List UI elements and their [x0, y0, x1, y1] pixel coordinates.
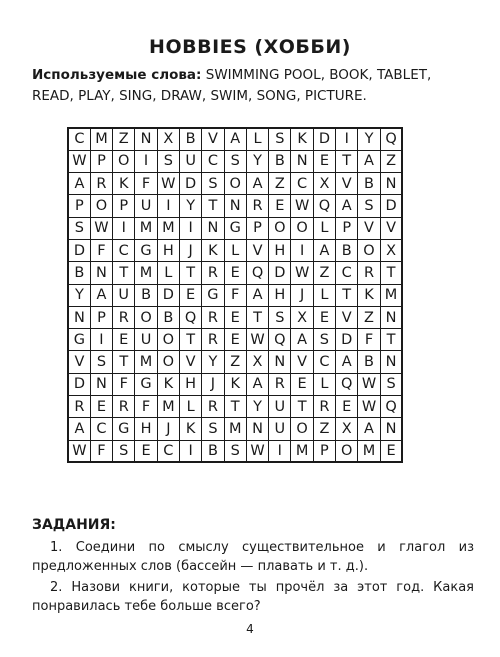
- grid-cell[interactable]: Z: [224, 351, 246, 373]
- grid-cell[interactable]: F: [135, 396, 157, 418]
- grid-cell[interactable]: J: [157, 418, 179, 440]
- grid-cell[interactable]: B: [202, 440, 224, 462]
- grid-cell[interactable]: W: [358, 373, 380, 395]
- grid-cell[interactable]: R: [68, 396, 90, 418]
- grid-cell[interactable]: P: [246, 217, 268, 239]
- grid-row: [68, 150, 402, 172]
- grid-cell[interactable]: G: [135, 373, 157, 395]
- task-2: 2. Назови книги, которые ты прочёл за этот год. Какая понравилась тебе больше всего?: [32, 580, 474, 614]
- grid-cell[interactable]: N: [224, 195, 246, 217]
- grid-cell[interactable]: S: [68, 217, 90, 239]
- grid-cell[interactable]: F: [224, 284, 246, 306]
- grid-cell[interactable]: O: [113, 150, 135, 172]
- grid-cell[interactable]: H: [157, 239, 179, 261]
- grid-cell[interactable]: T: [246, 306, 268, 328]
- grid-cell[interactable]: G: [202, 284, 224, 306]
- used-words-label: Используемые слова:: [32, 67, 202, 83]
- grid-cell[interactable]: P: [313, 440, 335, 462]
- tasks-heading: ЗАДАНИЯ:: [32, 517, 116, 533]
- page-number: 4: [246, 622, 254, 636]
- grid-cell[interactable]: I: [291, 239, 313, 261]
- grid-cell[interactable]: Q: [336, 373, 358, 395]
- grid-cell[interactable]: R: [202, 396, 224, 418]
- grid-cell[interactable]: N: [380, 418, 402, 440]
- grid-cell[interactable]: Z: [113, 128, 135, 150]
- grid-cell[interactable]: W: [157, 173, 179, 195]
- grid-cell[interactable]: T: [113, 262, 135, 284]
- grid-cell[interactable]: T: [202, 195, 224, 217]
- grid-cell[interactable]: K: [291, 128, 313, 150]
- grid-cell[interactable]: K: [202, 239, 224, 261]
- grid-cell[interactable]: B: [358, 173, 380, 195]
- grid-cell[interactable]: A: [313, 239, 335, 261]
- grid-cell[interactable]: A: [68, 418, 90, 440]
- grid-cell[interactable]: R: [113, 306, 135, 328]
- grid-cell[interactable]: C: [157, 440, 179, 462]
- grid-cell[interactable]: L: [313, 373, 335, 395]
- grid-cell[interactable]: Y: [246, 150, 268, 172]
- grid-cell[interactable]: U: [113, 284, 135, 306]
- grid-cell[interactable]: D: [269, 262, 291, 284]
- grid-cell[interactable]: C: [291, 173, 313, 195]
- grid-cell[interactable]: C: [90, 418, 112, 440]
- grid-cell[interactable]: N: [135, 128, 157, 150]
- grid-cell[interactable]: G: [68, 329, 90, 351]
- grid-cell[interactable]: C: [113, 239, 135, 261]
- grid-cell[interactable]: I: [179, 440, 201, 462]
- grid-cell[interactable]: D: [157, 284, 179, 306]
- grid-cell[interactable]: O: [269, 217, 291, 239]
- grid-cell[interactable]: T: [380, 329, 402, 351]
- grid-row: [68, 173, 402, 195]
- grid-cell[interactable]: M: [135, 262, 157, 284]
- grid-cell[interactable]: T: [224, 396, 246, 418]
- grid-cell[interactable]: Q: [269, 329, 291, 351]
- grid-cell[interactable]: I: [269, 440, 291, 462]
- grid-cell[interactable]: M: [291, 440, 313, 462]
- grid-cell[interactable]: Y: [246, 396, 268, 418]
- grid-cell[interactable]: I: [157, 195, 179, 217]
- grid-cell[interactable]: C: [202, 150, 224, 172]
- grid-cell[interactable]: A: [224, 128, 246, 150]
- grid-cell[interactable]: Q: [246, 262, 268, 284]
- grid-cell[interactable]: Z: [313, 262, 335, 284]
- grid-cell[interactable]: W: [246, 329, 268, 351]
- grid-cell[interactable]: F: [135, 173, 157, 195]
- grid-cell[interactable]: A: [336, 195, 358, 217]
- grid-cell[interactable]: E: [380, 440, 402, 462]
- grid-cell[interactable]: D: [179, 173, 201, 195]
- grid-cell[interactable]: M: [358, 440, 380, 462]
- grid-cell[interactable]: P: [336, 217, 358, 239]
- grid-cell[interactable]: E: [313, 150, 335, 172]
- grid-cell[interactable]: B: [135, 284, 157, 306]
- grid-cell[interactable]: L: [313, 217, 335, 239]
- grid-cell[interactable]: Q: [179, 306, 201, 328]
- grid-cell[interactable]: D: [68, 239, 90, 261]
- grid-cell[interactable]: S: [380, 373, 402, 395]
- grid-cell[interactable]: G: [135, 239, 157, 261]
- grid-cell[interactable]: H: [135, 418, 157, 440]
- grid-row: [68, 239, 402, 261]
- grid-cell[interactable]: M: [135, 351, 157, 373]
- grid-cell[interactable]: N: [269, 351, 291, 373]
- grid-cell[interactable]: B: [179, 128, 201, 150]
- grid-cell[interactable]: L: [313, 284, 335, 306]
- grid-cell[interactable]: V: [179, 351, 201, 373]
- grid-cell[interactable]: R: [202, 306, 224, 328]
- grid-cell[interactable]: L: [246, 128, 268, 150]
- grid-cell[interactable]: K: [113, 173, 135, 195]
- page-title: HOBBIES (ХОББИ): [149, 36, 351, 58]
- grid-row: [68, 195, 402, 217]
- grid-cell[interactable]: O: [157, 351, 179, 373]
- grid-cell[interactable]: H: [179, 373, 201, 395]
- grid-cell[interactable]: F: [113, 373, 135, 395]
- grid-cell[interactable]: V: [336, 306, 358, 328]
- grid-cell[interactable]: S: [202, 418, 224, 440]
- grid-cell[interactable]: N: [380, 351, 402, 373]
- grid-cell[interactable]: A: [246, 373, 268, 395]
- grid-cell[interactable]: W: [291, 195, 313, 217]
- grid-cell[interactable]: R: [246, 195, 268, 217]
- grid-cell[interactable]: T: [291, 396, 313, 418]
- grid-cell[interactable]: D: [313, 128, 335, 150]
- grid-cell[interactable]: P: [68, 195, 90, 217]
- grid-cell[interactable]: V: [68, 351, 90, 373]
- grid-cell[interactable]: S: [269, 306, 291, 328]
- grid-cell[interactable]: Z: [358, 306, 380, 328]
- word-search-grid: [67, 127, 403, 463]
- grid-cell[interactable]: U: [269, 396, 291, 418]
- grid-cell[interactable]: O: [157, 329, 179, 351]
- grid-cell[interactable]: E: [179, 284, 201, 306]
- grid-cell[interactable]: S: [269, 128, 291, 150]
- grid-cell[interactable]: T: [380, 262, 402, 284]
- grid-cell[interactable]: Z: [269, 173, 291, 195]
- grid-cell[interactable]: I: [135, 150, 157, 172]
- grid-cell[interactable]: W: [90, 217, 112, 239]
- grid-cell[interactable]: T: [336, 150, 358, 172]
- grid-cell[interactable]: X: [380, 239, 402, 261]
- grid-cell[interactable]: V: [246, 239, 268, 261]
- grid-cell[interactable]: C: [313, 351, 335, 373]
- grid-cell[interactable]: Q: [380, 396, 402, 418]
- grid-cell[interactable]: C: [336, 262, 358, 284]
- grid-cell[interactable]: R: [113, 396, 135, 418]
- grid-cell[interactable]: A: [358, 150, 380, 172]
- grid-cell[interactable]: T: [336, 284, 358, 306]
- grid-cell[interactable]: S: [90, 351, 112, 373]
- grid-cell[interactable]: B: [269, 150, 291, 172]
- grid-cell[interactable]: L: [179, 396, 201, 418]
- grid-cell[interactable]: N: [68, 306, 90, 328]
- grid-cell[interactable]: N: [202, 217, 224, 239]
- grid-cell[interactable]: V: [291, 351, 313, 373]
- grid-cell[interactable]: I: [113, 217, 135, 239]
- grid-cell[interactable]: A: [68, 173, 90, 195]
- grid-cell[interactable]: E: [336, 396, 358, 418]
- grid-cell[interactable]: T: [179, 262, 201, 284]
- grid-cell[interactable]: M: [157, 217, 179, 239]
- grid-row: [68, 262, 402, 284]
- grid-cell[interactable]: A: [246, 173, 268, 195]
- grid-cell[interactable]: S: [113, 440, 135, 462]
- grid-cell[interactable]: P: [90, 306, 112, 328]
- grid-cell[interactable]: O: [135, 306, 157, 328]
- grid-cell[interactable]: Y: [68, 284, 90, 306]
- grid-cell[interactable]: J: [179, 239, 201, 261]
- grid-row: [68, 329, 402, 351]
- grid-cell[interactable]: V: [380, 217, 402, 239]
- grid-cell[interactable]: K: [157, 373, 179, 395]
- grid-cell[interactable]: B: [157, 306, 179, 328]
- grid-cell[interactable]: Y: [202, 351, 224, 373]
- grid-row: [68, 128, 402, 150]
- grid-cell[interactable]: R: [202, 262, 224, 284]
- grid-cell[interactable]: E: [313, 306, 335, 328]
- grid-cell[interactable]: L: [224, 239, 246, 261]
- grid-cell[interactable]: B: [358, 351, 380, 373]
- grid-cell[interactable]: N: [90, 373, 112, 395]
- grid-cell[interactable]: X: [313, 173, 335, 195]
- grid-cell[interactable]: E: [224, 262, 246, 284]
- grid-cell[interactable]: A: [90, 284, 112, 306]
- grid-cell[interactable]: W: [68, 150, 90, 172]
- grid-cell[interactable]: W: [68, 440, 90, 462]
- grid-cell[interactable]: Q: [380, 128, 402, 150]
- grid-cell[interactable]: U: [135, 195, 157, 217]
- grid-cell[interactable]: E: [135, 440, 157, 462]
- grid-cell[interactable]: E: [113, 329, 135, 351]
- grid-cell[interactable]: E: [269, 195, 291, 217]
- grid-cell[interactable]: E: [90, 396, 112, 418]
- grid-cell[interactable]: U: [135, 329, 157, 351]
- grid-cell[interactable]: I: [336, 128, 358, 150]
- grid-cell[interactable]: R: [269, 373, 291, 395]
- grid-cell[interactable]: B: [336, 239, 358, 261]
- grid-cell[interactable]: M: [380, 284, 402, 306]
- grid-cell[interactable]: P: [113, 195, 135, 217]
- grid-cell[interactable]: V: [202, 128, 224, 150]
- grid-row: [68, 440, 402, 462]
- grid-cell[interactable]: E: [224, 329, 246, 351]
- grid-cell[interactable]: X: [157, 128, 179, 150]
- grid-cell[interactable]: N: [246, 418, 268, 440]
- grid-row: [68, 217, 402, 239]
- grid-cell[interactable]: J: [291, 284, 313, 306]
- grid-row: [68, 418, 402, 440]
- grid-cell[interactable]: G: [224, 217, 246, 239]
- grid-cell[interactable]: N: [380, 306, 402, 328]
- grid-cell[interactable]: K: [358, 284, 380, 306]
- grid-cell[interactable]: O: [336, 440, 358, 462]
- grid-cell[interactable]: E: [291, 373, 313, 395]
- grid-cell[interactable]: T: [179, 329, 201, 351]
- grid-cell[interactable]: M: [224, 418, 246, 440]
- grid-cell[interactable]: U: [179, 150, 201, 172]
- grid-cell[interactable]: W: [358, 396, 380, 418]
- grid-cell[interactable]: Q: [313, 195, 335, 217]
- grid-cell[interactable]: X: [291, 306, 313, 328]
- grid-cell[interactable]: V: [336, 173, 358, 195]
- grid-cell[interactable]: N: [291, 150, 313, 172]
- grid-cell[interactable]: S: [313, 329, 335, 351]
- grid-cell[interactable]: K: [224, 373, 246, 395]
- grid-cell[interactable]: I: [179, 217, 201, 239]
- grid-cell[interactable]: H: [269, 284, 291, 306]
- grid-row: [68, 373, 402, 395]
- used-words-list: SWIMMING POOL, BOOK, TABLET, READ, PLAY, SING, DRAW, SWIM, SONG, PICTURE.: [32, 67, 432, 104]
- grid-row: [68, 284, 402, 306]
- grid-cell[interactable]: P: [90, 150, 112, 172]
- grid-row: [68, 396, 402, 418]
- grid-cell[interactable]: N: [380, 173, 402, 195]
- grid-cell[interactable]: R: [90, 173, 112, 195]
- grid-cell[interactable]: K: [179, 418, 201, 440]
- grid-cell[interactable]: S: [157, 150, 179, 172]
- grid-cell[interactable]: F: [90, 239, 112, 261]
- grid-cell[interactable]: A: [358, 418, 380, 440]
- grid-cell[interactable]: O: [224, 173, 246, 195]
- grid-cell[interactable]: A: [291, 329, 313, 351]
- grid-cell[interactable]: M: [90, 128, 112, 150]
- grid-cell[interactable]: R: [358, 262, 380, 284]
- grid-cell[interactable]: X: [336, 418, 358, 440]
- grid-cell[interactable]: L: [157, 262, 179, 284]
- grid-cell[interactable]: S: [358, 195, 380, 217]
- grid-cell[interactable]: Y: [179, 195, 201, 217]
- grid-cell[interactable]: E: [224, 306, 246, 328]
- grid-cell[interactable]: Z: [380, 150, 402, 172]
- grid-cell[interactable]: D: [380, 195, 402, 217]
- grid-cell[interactable]: G: [113, 418, 135, 440]
- grid-cell[interactable]: A: [336, 351, 358, 373]
- task-1: 1. Соедини по смыслу существительное и глагол из предложенных слов (бассейн — плавать и т. д.).: [32, 540, 474, 574]
- used-words: [32, 65, 472, 107]
- grid-cell[interactable]: W: [246, 440, 268, 462]
- grid-cell[interactable]: U: [269, 418, 291, 440]
- grid-cell[interactable]: F: [90, 440, 112, 462]
- grid-cell[interactable]: J: [202, 373, 224, 395]
- grid-cell[interactable]: W: [291, 262, 313, 284]
- grid-cell[interactable]: M: [157, 396, 179, 418]
- grid-cell[interactable]: Z: [313, 418, 335, 440]
- grid-cell[interactable]: S: [224, 440, 246, 462]
- grid-cell[interactable]: R: [202, 329, 224, 351]
- grid-cell[interactable]: O: [291, 217, 313, 239]
- grid-cell[interactable]: O: [291, 418, 313, 440]
- grid-cell[interactable]: B: [68, 262, 90, 284]
- grid-cell[interactable]: D: [68, 373, 90, 395]
- grid-cell[interactable]: V: [358, 217, 380, 239]
- grid-cell[interactable]: H: [269, 239, 291, 261]
- grid-row: [68, 351, 402, 373]
- grid-cell[interactable]: N: [90, 262, 112, 284]
- grid-cell[interactable]: O: [358, 239, 380, 261]
- grid-cell[interactable]: S: [202, 173, 224, 195]
- grid-cell[interactable]: R: [313, 396, 335, 418]
- grid-cell[interactable]: C: [68, 128, 90, 150]
- grid-cell[interactable]: T: [113, 351, 135, 373]
- grid-cell[interactable]: F: [358, 329, 380, 351]
- grid-cell[interactable]: S: [224, 150, 246, 172]
- grid-cell[interactable]: Y: [358, 128, 380, 150]
- grid-cell[interactable]: M: [135, 217, 157, 239]
- grid-cell[interactable]: I: [90, 329, 112, 351]
- grid-cell[interactable]: X: [246, 351, 268, 373]
- grid-cell[interactable]: A: [246, 284, 268, 306]
- grid-cell[interactable]: O: [90, 195, 112, 217]
- grid-row: [68, 306, 402, 328]
- grid-cell[interactable]: D: [336, 329, 358, 351]
